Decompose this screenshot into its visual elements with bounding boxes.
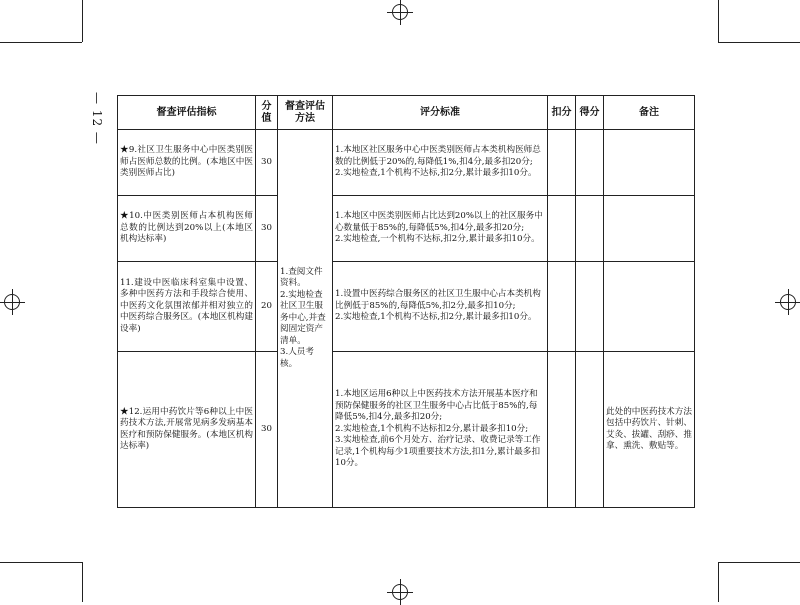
evaluation-table — [117, 95, 695, 508]
table-row — [118, 196, 695, 262]
score-cell: 30 — [256, 196, 278, 262]
got-cell[interactable] — [576, 196, 604, 262]
crop-mark — [82, 562, 83, 602]
table-row — [118, 352, 695, 508]
crop-mark — [82, 0, 83, 42]
indicator-cell: ★12.运用中药饮片等6种以上中医药技术方法,开展常见病多发病基本医疗和预防保健服务。(本地区机构达标率) — [118, 352, 256, 508]
crop-mark — [718, 42, 800, 43]
page-number: — 12 — — [90, 92, 104, 145]
deduct-cell[interactable] — [548, 262, 576, 352]
indicator-cell: ★9.社区卫生服务中心中医类别医师占医师总数的比例。(本地区中医类别医师占比) — [118, 130, 256, 196]
got-cell[interactable] — [576, 262, 604, 352]
indicator-cell: ★10.中医类别医师占本机构医师总数的比例达到20%以上(本地区机构达标率) — [118, 196, 256, 262]
table-header-row — [118, 96, 695, 130]
crop-mark — [718, 0, 719, 42]
deduct-cell[interactable] — [548, 130, 576, 196]
deduct-cell[interactable] — [548, 352, 576, 508]
header-indicator: 督查评估指标 — [118, 96, 256, 130]
note-cell — [604, 262, 695, 352]
table-row — [118, 130, 695, 196]
score-cell: 30 — [256, 130, 278, 196]
header-score: 分值 — [256, 96, 278, 130]
got-cell[interactable] — [576, 130, 604, 196]
criteria-cell: 1.本地区中医类别医师占比达到20%以上的社区服务中心数量低于85%的,每降低5%,扣4分,最多扣20分; 2.实地检查,一个机构不达标,扣2分,累计最多扣10分。 — [333, 196, 548, 262]
criteria-cell: 1.本地区社区服务中心中医类别医师占本类机构医师总数的比例低于20%的,每降低1%,扣4分,最多扣20分; 2.实地检查,1个机构不达标,扣2分,累计最多扣10分。 — [333, 130, 548, 196]
header-note: 备注 — [604, 96, 695, 130]
crop-mark — [718, 562, 719, 602]
registration-mark-icon — [392, 584, 408, 600]
crop-mark — [0, 42, 82, 43]
registration-mark-icon — [4, 294, 20, 310]
note-cell — [604, 196, 695, 262]
registration-mark-icon — [780, 294, 796, 310]
registration-mark-icon — [392, 4, 408, 20]
score-cell: 30 — [256, 352, 278, 508]
score-cell: 20 — [256, 262, 278, 352]
indicator-cell: 11.建设中医临床科室集中设置、多种中医药方法和手段综合使用、中医药文化氛围浓郁并相对独立的中医药综合服务区。(本地区机构建设率) — [118, 262, 256, 352]
header-criteria: 评分标准 — [333, 96, 548, 130]
method-cell: 1.查阅文件资料。 2.实地检查社区卫生服务中心,并查阅固定资产清单。 3.人员考核。 — [278, 130, 333, 508]
header-method: 督查评估 方法 — [278, 96, 333, 130]
header-got: 得分 — [576, 96, 604, 130]
crop-mark — [0, 562, 82, 563]
criteria-cell: 1.本地区运用6种以上中医药技术方法开展基本医疗和预防保健服务的社区卫生服务中心占比低于85%的,每降低5%,扣4分,最多扣20分; 2.实地检查,1个机构不达标扣2分,累计最多扣10分; 3.实地检查,前6个月处方、治疗记录、收费记录等工作记录,1个机构每少1项重要技术方法,扣1分,累计最多扣10分。 — [333, 352, 548, 508]
crop-mark — [718, 562, 800, 563]
table-row — [118, 262, 695, 352]
deduct-cell[interactable] — [548, 196, 576, 262]
note-cell: 此处的中医药技术方法包括中药饮片、针刺、艾灸、拔罐、刮痧、推拿、熏洗、敷贴等。 — [604, 352, 695, 508]
note-cell — [604, 130, 695, 196]
criteria-cell: 1.设置中医药综合服务区的社区卫生服中心占本类机构比例低于85%的,每降低5%,扣2分,最多扣10分; 2.实地检查,1个机构不达标,扣2分,累计最多扣10分。 — [333, 262, 548, 352]
got-cell[interactable] — [576, 352, 604, 508]
header-deduct: 扣分 — [548, 96, 576, 130]
